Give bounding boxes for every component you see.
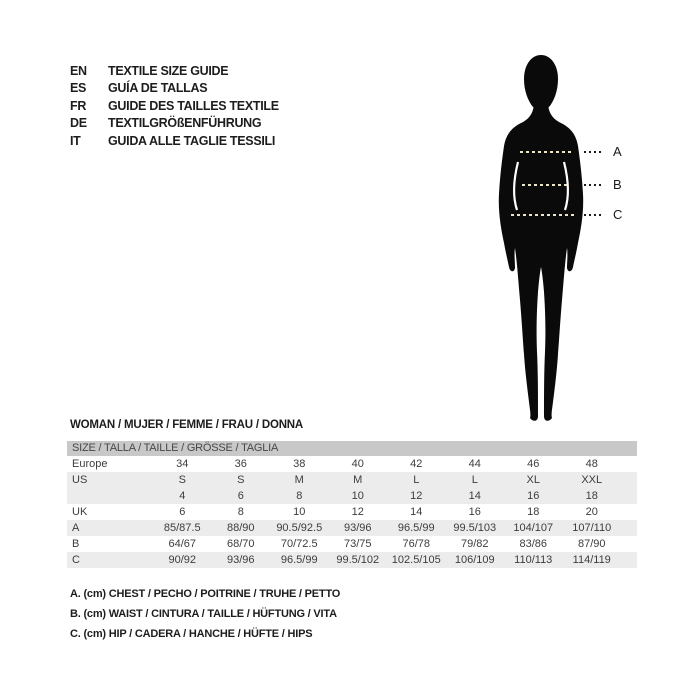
size-cell: 4 <box>179 490 186 502</box>
marker-label-c: C <box>613 207 623 222</box>
waist-connector-dash <box>584 184 604 186</box>
size-cell: 12 <box>410 490 423 502</box>
woman-silhouette <box>488 52 594 424</box>
size-cell: 90.5/92.5 <box>276 522 323 534</box>
size-cell: 76/78 <box>402 538 431 550</box>
table-spacer <box>621 488 637 504</box>
size-row-label: B <box>72 538 80 550</box>
size-cell: 64/67 <box>168 538 197 550</box>
size-row-europe <box>67 456 637 472</box>
size-cell: 34 <box>176 458 189 470</box>
size-cell: 96.5/99 <box>397 522 435 534</box>
measure-notes <box>70 584 340 644</box>
size-row-us <box>67 472 637 488</box>
size-cell: 44 <box>468 458 481 470</box>
table-spacer <box>621 456 637 472</box>
size-cell: 10 <box>293 506 306 518</box>
size-cell: 8 <box>237 506 244 518</box>
size-cell: 38 <box>293 458 306 470</box>
language-label: GUÍA DE TALLAS <box>108 81 208 96</box>
marker-label-b: B <box>613 177 622 192</box>
silhouette-body <box>499 102 583 421</box>
size-cell: 104/107 <box>513 522 554 534</box>
size-row-c <box>67 552 637 568</box>
size-cell: 88/90 <box>226 522 255 534</box>
size-cell: 93/96 <box>343 522 372 534</box>
table-spacer <box>621 536 637 552</box>
size-cell: 46 <box>527 458 540 470</box>
size-row-label <box>67 488 153 504</box>
language-row-de <box>70 115 279 132</box>
table-spacer <box>621 504 637 520</box>
chest-connector-dash <box>584 151 604 153</box>
language-label: GUIDA ALLE TAGLIE TESSILI <box>108 133 276 148</box>
size-row-label: Europe <box>72 458 108 470</box>
size-row-label: A <box>72 522 80 534</box>
size-row-a <box>67 520 637 536</box>
size-row-us-numeric <box>67 488 637 504</box>
size-cell: 102.5/105 <box>391 554 441 566</box>
waist-measure-dash <box>522 184 568 186</box>
size-cell: 79/82 <box>460 538 489 550</box>
language-code: DE <box>70 116 87 131</box>
size-cell: 87/90 <box>577 538 606 550</box>
language-code: ES <box>70 81 87 96</box>
size-cell: 68/70 <box>226 538 255 550</box>
size-cell: 6 <box>179 506 186 518</box>
size-row-b <box>67 536 637 552</box>
size-cell: 12 <box>351 506 364 518</box>
silhouette-head <box>524 55 558 110</box>
chest-measure-dash <box>520 151 573 153</box>
size-row-uk <box>67 504 637 520</box>
size-cell: 16 <box>527 490 540 502</box>
language-row-es <box>70 80 279 97</box>
language-label: TEXTILGRÖßENFÜHRUNG <box>108 116 262 131</box>
hip-connector-dash <box>584 214 604 216</box>
language-label: TEXTILE SIZE GUIDE <box>108 64 229 78</box>
size-cell: XXL <box>581 474 603 486</box>
marker-label-a: A <box>613 144 622 159</box>
size-cell: 96.5/99 <box>280 554 318 566</box>
size-cell: 70/72.5 <box>280 538 318 550</box>
language-row-en <box>70 63 279 80</box>
size-cell: 93/96 <box>226 554 255 566</box>
size-cell: 10 <box>351 490 364 502</box>
size-cell: 99.5/102 <box>336 554 380 566</box>
size-cell: L <box>413 474 420 486</box>
size-cell: 36 <box>234 458 247 470</box>
language-row-it <box>70 133 279 150</box>
size-cell: 8 <box>296 490 303 502</box>
size-table <box>67 441 637 568</box>
size-cell: 16 <box>468 506 481 518</box>
size-cell: 42 <box>410 458 423 470</box>
table-spacer <box>621 520 637 536</box>
size-table-header: SIZE / TALLA / TAILLE / GRÖSSE / TAGLIA <box>67 441 637 456</box>
size-cell: 107/110 <box>572 522 612 534</box>
size-cell: 83/86 <box>519 538 548 550</box>
size-cell: L <box>471 474 478 486</box>
size-cell: 48 <box>585 458 598 470</box>
language-code: IT <box>70 133 81 148</box>
size-cell: 110/113 <box>514 554 553 566</box>
size-cell: 40 <box>351 458 364 470</box>
size-cell: 14 <box>410 506 423 518</box>
hip-measure-dash <box>511 214 574 216</box>
size-cell: 18 <box>585 490 598 502</box>
language-row-fr <box>70 98 279 115</box>
language-label: GUIDE DES TAILLES TEXTILE <box>108 98 279 113</box>
size-cell: 20 <box>585 506 598 518</box>
size-cell: S <box>237 474 245 486</box>
size-cell: 90/92 <box>168 554 197 566</box>
size-cell: 73/75 <box>343 538 372 550</box>
measure-note-c: C. (cm) HIP / CADERA / HANCHE / HÜFTE / HIPS <box>70 628 313 640</box>
measure-note-b: B. (cm) WAIST / CINTURA / TAILLE / HÜFTUNG / VITA <box>70 608 337 620</box>
size-cell: 6 <box>237 490 244 502</box>
size-cell: M <box>294 474 304 486</box>
size-cell: S <box>178 474 186 486</box>
size-cell: 14 <box>468 490 481 502</box>
size-cell: 106/109 <box>454 554 495 566</box>
size-cell: 114/119 <box>572 554 611 566</box>
size-cell: 85/87.5 <box>163 522 201 534</box>
language-code: FR <box>70 98 87 113</box>
table-spacer <box>621 472 637 488</box>
measure-note-a: A. (cm) CHEST / PECHO / POITRINE / TRUHE / PETTO <box>70 588 341 600</box>
language-code: EN <box>70 64 87 78</box>
language-list <box>70 63 279 150</box>
size-cell: M <box>353 474 363 486</box>
size-cell: 18 <box>527 506 540 518</box>
size-row-label: US <box>72 474 88 486</box>
size-cell: 99.5/103 <box>453 522 497 534</box>
size-cell: XL <box>526 474 540 486</box>
section-title: WOMAN / MUJER / FEMME / FRAU / DONNA <box>70 419 304 431</box>
size-table-rows <box>67 456 637 568</box>
size-row-label: UK <box>72 506 88 518</box>
table-spacer <box>621 552 637 568</box>
size-row-label: C <box>72 554 80 566</box>
